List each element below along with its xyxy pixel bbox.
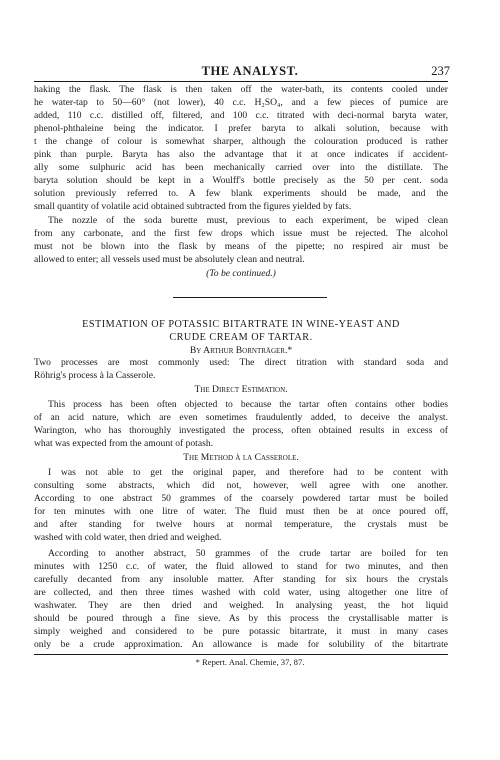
section-heading-direct-estimation: The Direct Estimation. xyxy=(194,384,288,395)
section-2-line: I was not able to get the original paper, and therefore had to be content with xyxy=(48,467,448,478)
continuation-line: added, 110 c.c. distilled off, filtered, and 100 c.c. titrated with deci-normal baryta water, xyxy=(34,110,448,121)
continuation-line: baryta solution should be kept in a Woulff's bottle precisely as the 50 per cent. soda xyxy=(34,175,448,186)
section-3-line: only be a crude approximation. An allowance is made for solubility of the bitartrate xyxy=(34,639,448,650)
nozzle-paragraph-line: from any carbonate, and the first few drops which issue must be rejected. The alcohol xyxy=(34,228,448,239)
to-be-continued: (To be continued.) xyxy=(206,268,276,279)
section-1-line: of an acid nature, which are even sometimes fraudulently added, to deceive the analyst. xyxy=(34,412,448,423)
article-title-line-2: CRUDE CREAM OF TARTAR. xyxy=(169,332,313,343)
continuation-line: solution previously referred to. A few blank experiments should be made, and the xyxy=(34,188,448,199)
section-2-line: consulting some abstracts, which did not, however, well agree with one another. xyxy=(34,480,448,491)
section-3-line: According to another abstract, 50 grammes of the crude tartar are boiled for ten xyxy=(48,548,448,559)
section-3-line: are collected, and then three times washed with cold water, using altogether one litre of xyxy=(34,587,448,598)
intro-line: Two processes are most commonly used: The direct titration with standard soda and xyxy=(34,357,448,368)
nozzle-paragraph-line: allowed to enter; all vessels used must be absolutely clean and neutral. xyxy=(34,254,305,265)
continuation-line: haking the flask. The flask is then taken off the water-bath, its contents cooled under xyxy=(34,84,448,95)
continuation-line: small quantity of volatile acid obtained subtracted from the figures yielded by fats. xyxy=(34,201,352,212)
section-2-line: for ten minutes with one litre of water. The fluid must then be at once poured off, xyxy=(34,506,448,517)
intro-line: Röhrig's process à la Casserole. xyxy=(34,370,156,381)
continuation-line: phenol-phthaleine being the indicator. I prefer baryta to alkali solution, because with xyxy=(34,123,448,134)
continuation-line: pink than purple. Baryta has also the advantage that it at once indicates if accident- xyxy=(34,149,448,160)
section-2-line: and after standing for twelve hours at normal temperature, the crystals must be xyxy=(34,519,448,530)
article-title-line-1: ESTIMATION OF POTASSIC BITARTRATE IN WINE-YEAST AND xyxy=(82,319,400,330)
nozzle-paragraph-line: must not be blown into the flask by means of the pipette; no respired air must be xyxy=(34,241,448,252)
section-3-line: carefully decanted from any insoluble matter. After standing for six hours the crystals xyxy=(34,574,448,585)
page-number: 237 xyxy=(431,64,450,78)
section-2-line: According to one abstract 50 grammes of the coarsely powdered tartar must be boiled xyxy=(34,493,448,504)
footnote: * Repert. Anal. Chemie, 37, 87. xyxy=(195,657,305,667)
section-2-line: washed with cold water, then dried and weighed. xyxy=(34,532,222,543)
continuation-line: ally some sulphuric acid has been mechanically carried over into the distillate. The xyxy=(34,162,448,173)
section-1-line: Warington, who has thoroughly investigated the process, often obtained results in excess of xyxy=(34,425,448,436)
article-byline: By Arthur Bornträger.* xyxy=(189,345,293,356)
section-separator-rule xyxy=(173,297,327,298)
nozzle-paragraph-line: The nozzle of the soda burette must, previous to each experiment, be wiped clean xyxy=(48,215,448,226)
header-rule xyxy=(34,81,448,82)
section-1-line: what was expected from the amount of potash. xyxy=(34,438,214,449)
continuation-line: t the change of colour is somewhat sharper, although the colouration produced is rather xyxy=(34,136,448,147)
section-heading-method-casserole: The Method à la Casserole. xyxy=(183,452,299,463)
section-3-line: minutes with 1250 c.c. of water, the fluid allowed to stand for two minutes, and then xyxy=(34,561,448,572)
section-3-line: washwater. They are then dried and weighed. In analysing yeast, the hot liquid xyxy=(34,600,448,611)
running-header-title: THE ANALYST. xyxy=(201,64,299,78)
section-1-line: This process has been often objected to because the tartar often contains other bodies xyxy=(48,399,448,410)
footnote-rule xyxy=(34,654,448,655)
continuation-line: he water-tap to 50—60° (not lower), 40 c.c. H₂SO₄, and a few pieces of pumice are xyxy=(34,97,448,108)
section-3-line: simply weighed and considered to be pure potassic bitartrate, it must in many cases xyxy=(34,626,448,637)
section-3-line: should be poured through a fine sieve. As by this process the crystallisable matter is xyxy=(34,613,448,624)
